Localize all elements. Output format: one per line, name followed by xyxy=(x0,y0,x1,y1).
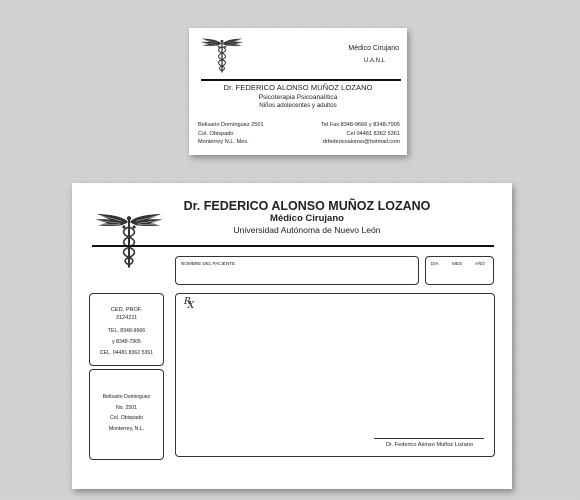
license-number: 3124211 xyxy=(115,315,138,321)
business-card xyxy=(189,28,407,155)
card-divider xyxy=(201,79,401,81)
date-year-label: AÑO xyxy=(475,261,485,266)
date-day-label: DIA xyxy=(431,261,439,266)
pad-divider xyxy=(92,245,494,247)
address-line: Col. Obispado xyxy=(110,415,143,422)
signature-line xyxy=(374,438,484,439)
card-patients: Niños adolecentes y adultos xyxy=(259,102,337,109)
date-month-label: MES xyxy=(452,261,462,266)
pad-university: Universidad Autónoma de Nuevo León xyxy=(233,225,381,235)
card-university: U.A.N.L xyxy=(363,58,385,64)
card-email: drfedericoalonso@hotmail.com xyxy=(322,139,400,146)
rx-x: X xyxy=(187,301,195,311)
address-box xyxy=(89,369,164,460)
phone-line: y 8348-7905 xyxy=(112,339,141,345)
card-doctor-name: Dr. FEDERICO ALONSO MUÑOZ LOZANO xyxy=(223,83,373,92)
address-lines xyxy=(90,392,163,434)
license-label: CED. PROF. xyxy=(110,307,143,313)
card-address-line: Col. Obispado xyxy=(198,130,234,137)
card-phone: Tel Fax 8348-9666 y 8348-7905 xyxy=(321,122,400,128)
prescription-pad xyxy=(72,183,512,489)
card-cell: Cel 04481 8362 5361 xyxy=(346,130,400,137)
address-line: Belisario Dominguez xyxy=(102,394,151,400)
card-contact xyxy=(321,121,400,147)
caduceus-icon xyxy=(199,34,245,76)
prescription-area[interactable] xyxy=(175,293,495,457)
date-field[interactable] xyxy=(425,256,494,285)
card-address-line: Monterrey N.L. Mex. xyxy=(198,139,249,146)
phone-line: TEL. 8348-9666 xyxy=(107,328,146,334)
signature-name: Dr. Federico Alonso Muñoz Lozano xyxy=(386,442,474,448)
card-address xyxy=(198,121,264,147)
cell-line: CEL. 04481 8362 5361 xyxy=(99,350,154,356)
card-address-line: Belisario Domínguez 2501 xyxy=(198,122,264,128)
license-box xyxy=(89,293,164,366)
card-specialty: Psicoterapia Psicoanalítica xyxy=(258,94,338,101)
caduceus-icon xyxy=(92,211,166,269)
address-line: Monterrey, N.L. xyxy=(108,425,145,432)
address-line: No. 2501 xyxy=(115,404,138,411)
rx-r: R xyxy=(184,297,191,307)
pad-profession: Médico Cirujano xyxy=(270,213,344,224)
rx-symbol xyxy=(184,297,197,311)
pad-doctor-name: Dr. FEDERICO ALONSO MUÑOZ LOZANO xyxy=(183,199,431,213)
patient-name-field[interactable] xyxy=(175,256,419,285)
patient-name-label: NOMBRE DEL PACIENTE xyxy=(181,261,236,266)
card-profession: Médico Cirujano xyxy=(348,45,399,52)
